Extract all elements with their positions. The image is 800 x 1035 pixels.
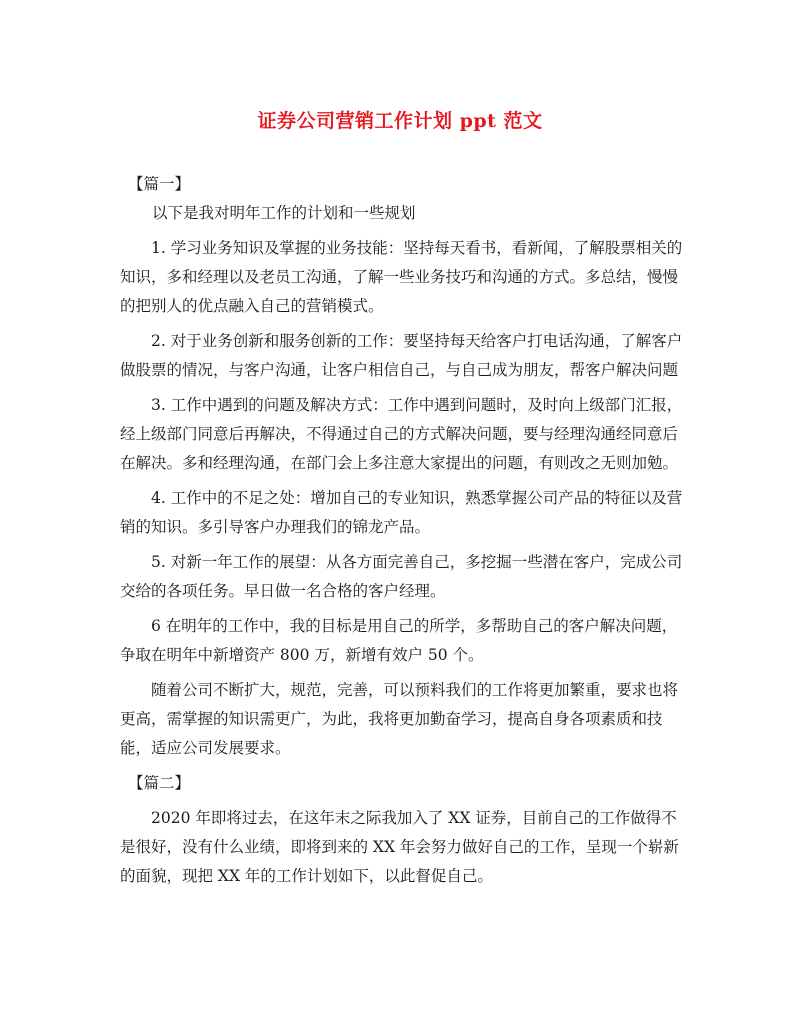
section2-heading: 【篇二】 [128, 774, 191, 792]
document-title: 证券公司营销工作计划 ppt 范文 [257, 110, 543, 132]
section1-item-2: 2. 对于业务创新和服务创新的工作：要坚持每天给客户打电话沟通，了解客户做股票的情况，与客户沟通，让客户相信自己，与自己成为朋友，帮客户解决问题 [120, 332, 683, 379]
document-body [120, 170, 690, 891]
section1-item-4: 4. 工作中的不足之处：增加自己的专业知识，熟悉掌握公司产品的特征以及营销的知识。多引导客户办理我们的锦龙产品。 [120, 489, 683, 536]
section1-item-3: 3. 工作中遇到的问题及解决方式：工作中遇到问题时，及时向上级部门汇报，经上级部门同意后再解决，不得通过自己的方式解决问题，要与经理沟通经同意后在解决。多和经理沟通，在部门会上多注意大家提出的问题，有则改之无则加勉。 [120, 396, 683, 472]
section1-heading: 【篇一】 [128, 175, 191, 193]
section1-item-1: 1. 学习业务知识及掌握的业务技能：坚持每天看书，看新闻，了解股票相关的知识，多和经理以及老员工沟通，了解一些业务技巧和沟通的方式。多总结，慢慢的把别人的优点融入自己的营销模式。 [120, 239, 683, 315]
section1-item-6: 6 在明年的工作中，我的目标是用自己的所学，多帮助自己的客户解决问题，争取在明年中新增资产 800 万，新增有效户 50 个。 [120, 617, 678, 664]
section1-item-5: 5. 对新一年工作的展望：从各方面完善自己，多挖掘一些潜在客户，完成公司交给的各项任务。早日做一名合格的客户经理。 [120, 553, 683, 600]
section2-body: 2020 年即将过去，在这年末之际我加入了 XX 证券，目前自己的工作做得不是很好，没有什么业绩，即将到来的 XX 年会努力做好自己的工作，呈现一个崭新的面貌，现把 XX 年的工作计划如下，以此督促自己。 [120, 809, 679, 885]
section1-intro: 以下是我对明年工作的计划和一些规划 [152, 204, 416, 222]
section1-closing: 随着公司不断扩大，规范，完善，可以预料我们的工作将更加繁重，要求也将更高，需掌握的知识需更广，为此，我将更加勤奋学习，提高自身各项素质和技能，适应公司发展要求。 [120, 681, 679, 757]
